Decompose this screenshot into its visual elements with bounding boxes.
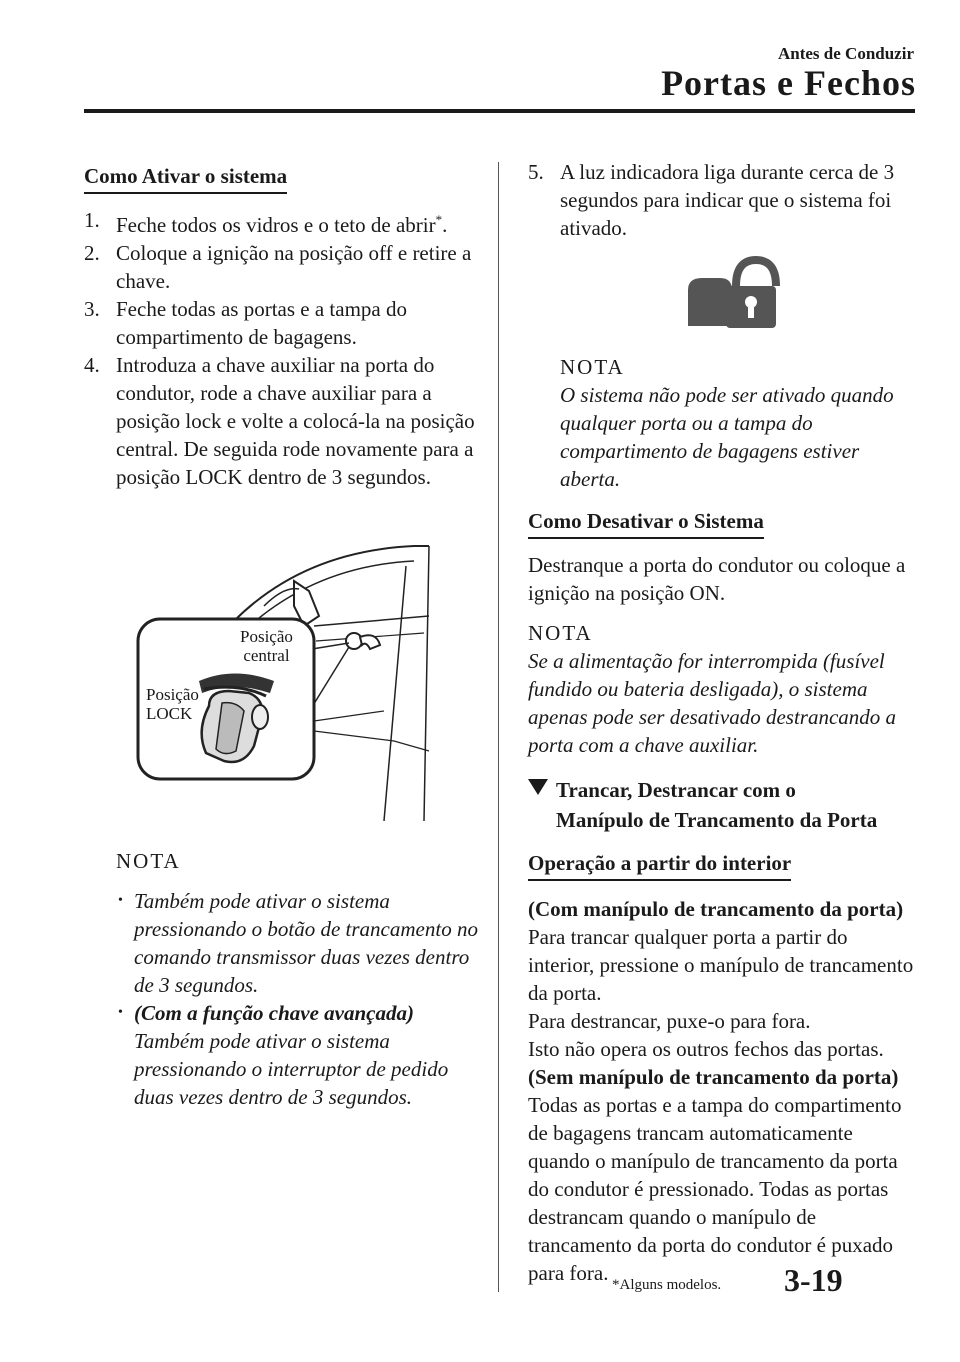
- label-central-position: Posição central: [240, 627, 293, 665]
- step-5: 5. A luz indicadora liga durante cerca de 3 segundos para indicar que o sistema foi ativado.: [528, 160, 895, 240]
- security-indicator-icon: [680, 256, 780, 334]
- section-subtitle: Antes de Conduzir: [777, 44, 914, 63]
- column-divider: [498, 162, 499, 1292]
- with-lever-p2: Para destrancar, puxe-o para fora.: [528, 1009, 811, 1033]
- security-indicator-figure: [528, 256, 918, 341]
- triangle-down-icon: [528, 779, 548, 795]
- with-lever-title: (Com manípulo de trancamento da porta): [528, 897, 904, 921]
- nota-right-2: NOTA Se a alimentação for interrompida (fusível fundido ou bateria desligada), o sistema apenas pode ser desativado destrancando a porta com a chave auxiliar.: [528, 621, 897, 757]
- header-rule: [84, 109, 915, 113]
- heading-interior: Operação a partir do interior: [528, 849, 791, 881]
- page-number: 3-19: [784, 1262, 843, 1298]
- left-column: [84, 158, 479, 1111]
- with-lever-p1: Para trancar qualquer porta a partir do interior, pressione o manípulo de trancamento da porta.: [528, 925, 914, 1005]
- door-lock-cylinder-icon: [346, 633, 380, 649]
- section-heading-lever: Trancar, Destrancar com o Manípulo de Trancamento da Porta: [528, 775, 918, 835]
- heading-deactivate: Como Desativar o Sistema: [528, 507, 764, 539]
- step-3: 3. Feche todas as portas e a tampa do compartimento de bagagens.: [84, 297, 407, 349]
- nota-right-1: NOTA O sistema não pode ser ativado quando qualquer porta ou a tampa do compartimento de bagagens estiver aberta.: [560, 355, 894, 491]
- activation-steps: [84, 206, 479, 491]
- right-column: [528, 158, 918, 1287]
- nota-bullet-1: • Também pode ativar o sistema pressionando o botão de trancamento no comando transmissor duas vezes dentro de 3 segundos.: [116, 887, 479, 999]
- nota-title: NOTA: [116, 849, 181, 873]
- step-1: 1. Feche todos os vidros e o teto de abrir*.: [84, 208, 448, 237]
- car-door-illustration: [84, 521, 479, 821]
- nota-bullet-2: • (Com a função chave avançada) Também pode ativar o sistema pressionando o interruptor de pedido duas vezes dentro de 3 segundos.: [116, 999, 479, 1111]
- nota-left: [84, 847, 479, 1111]
- heading-activate: Como Ativar o sistema: [84, 162, 287, 194]
- activation-step-5: [528, 158, 918, 242]
- step-4: 4. Introduza a chave auxiliar na porta do condutor, rode a chave auxiliar para a posição lock e volte a colocá-la na posição central. De seguida rode novamente para a posição LOCK dentro de 3 segundos.: [84, 353, 475, 489]
- label-lock-position: Posição LOCK: [146, 685, 199, 723]
- without-lever-text: Todas as portas e a tampa do compartimento de bagagens trancam automaticamente quando o manípulo de trancamento da porta do condutor é pressionado. Todas as portas destrancam quando o manípulo de trancamento da porta do condutor é puxado para fora.: [528, 1093, 902, 1285]
- with-lever-p3: Isto não opera os outros fechos das portas.: [528, 1037, 884, 1061]
- deactivate-text: Destranque a porta do condutor ou coloque a ignição na posição ON.: [528, 553, 906, 605]
- step-2: 2. Coloque a ignição na posição off e retire a chave.: [84, 241, 472, 293]
- door-key-figure: [84, 521, 479, 821]
- footnote: *Alguns modelos.: [612, 1277, 722, 1293]
- nota-bullets: [116, 887, 479, 1111]
- section-title: Portas e Fechos: [661, 63, 916, 103]
- without-lever-title: (Sem manípulo de trancamento da porta): [528, 1065, 899, 1089]
